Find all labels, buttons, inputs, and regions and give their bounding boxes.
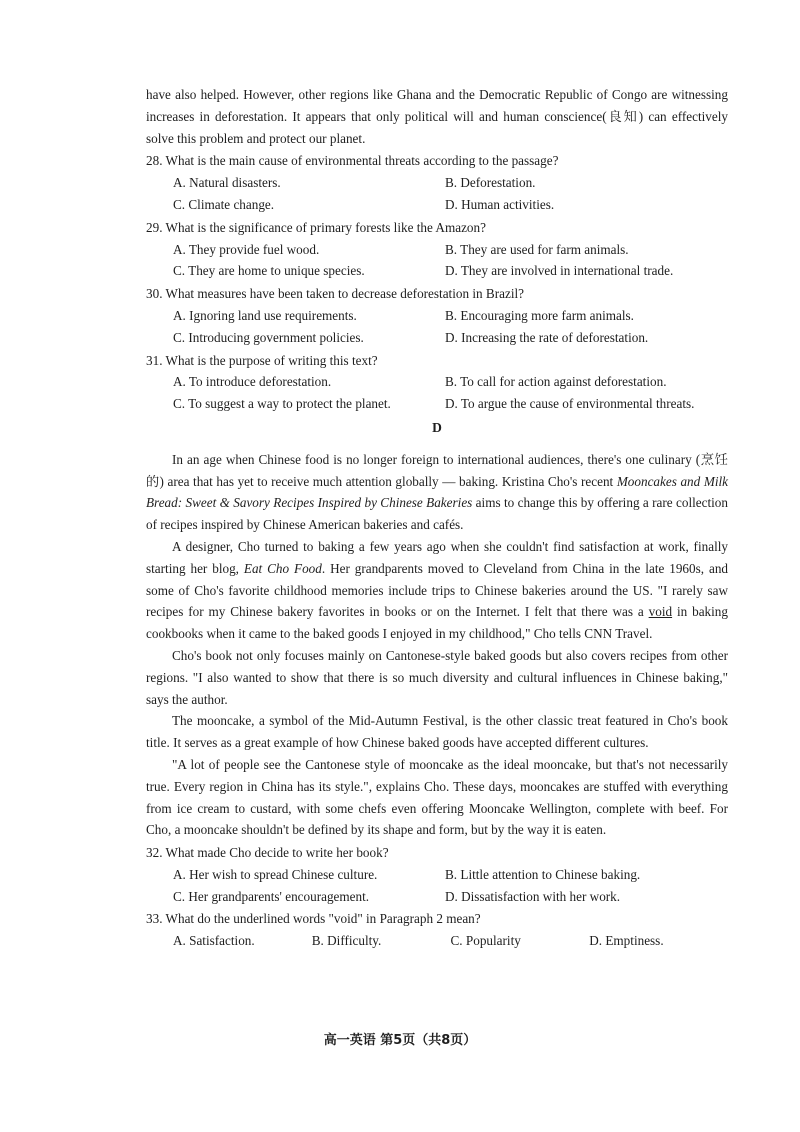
option-c: C. They are home to unique species. xyxy=(173,263,365,279)
paragraph-text: in baking cookbooks when it came to the baked goods I enjoyed in my childhood," Cho tells CNN Travel. xyxy=(146,604,728,642)
intro-paragraph: have also helped. However, other regions like Ghana and the Democratic Republic of Congo are witnessing increases in deforestation. It appears that only political will and human conscience(良知) can effectively solve this problem and protect our planet. xyxy=(146,87,728,146)
paragraph-text: . Her grandparents moved to Cleveland from China in the late 1960s, and some of Cho's favorite childhood memories include trips to Chinese bakeries around the US. "I rarely saw recipes for my Chinese bakery favorites in books or on the Internet. I felt that there was a xyxy=(146,560,729,620)
question-options xyxy=(173,864,728,908)
question-32 xyxy=(146,842,728,907)
option-b: B. Encouraging more farm animals. xyxy=(445,307,634,323)
paragraph-text: aims to change this by offering a rare collection of recipes inspired by Chinese American bakeries and cafés. xyxy=(146,495,728,533)
question-stem: 32. What made Cho decide to write her book? xyxy=(146,845,389,861)
paragraph-text: A designer, Cho turned to baking a few years ago when she couldn't find satisfaction at work, finally starting her blog, xyxy=(146,538,728,576)
page-footer: 高一英语 第5页（共8页） xyxy=(323,1033,477,1048)
question-stem: 33. What do the underlined words "void" in Paragraph 2 mean? xyxy=(146,911,481,927)
question-options xyxy=(173,172,728,216)
question-30 xyxy=(146,283,728,348)
option-b: B. They are used for farm animals. xyxy=(445,241,629,257)
question-stem: 28. What is the main cause of environmental threats according to the passage? xyxy=(146,153,559,169)
option-a: A. They provide fuel wood. xyxy=(173,241,320,257)
section-d-title: D xyxy=(432,419,442,435)
page-content xyxy=(146,84,728,952)
option-c: C. Popularity xyxy=(450,933,521,949)
question-options xyxy=(173,371,728,415)
option-a: A. Satisfaction. xyxy=(173,933,255,949)
option-b: B. To call for action against deforestation. xyxy=(445,374,667,390)
question-options xyxy=(173,239,728,283)
question-stem: 31. What is the purpose of writing this text? xyxy=(146,352,378,368)
passage-paragraph-5: "A lot of people see the Cantonese style of mooncake as the ideal mooncake, but that's not necessarily true. Every region in China has its style.", explains Cho. These days, mooncakes are stuffed with everything from ice cream to custard, with some chefs even offering Mooncake Wellington, complete with beef. For Cho, a mooncake shouldn't be defined by its shape and form, but by the way it is eaten. xyxy=(146,756,728,838)
option-a: A. Her wish to spread Chinese culture. xyxy=(173,866,378,882)
passage-paragraph-2 xyxy=(146,536,728,645)
option-d: D. Increasing the rate of deforestation. xyxy=(445,329,649,345)
option-a: A. To introduce deforestation. xyxy=(173,374,332,390)
question-stem: 30. What measures have been taken to decrease deforestation in Brazil? xyxy=(146,286,525,302)
option-a: A. Ignoring land use requirements. xyxy=(173,307,357,323)
option-d: D. Dissatisfaction with her work. xyxy=(445,888,621,904)
question-options xyxy=(173,305,728,349)
book-title: Mooncakes and Milk Bread: Sweet & Savory Recipes Inspired by Chinese Bakeries xyxy=(146,473,729,511)
option-c: C. To suggest a way to protect the planet. xyxy=(173,396,391,412)
option-d: D. They are involved in international trade. xyxy=(445,263,674,279)
question-options xyxy=(173,930,728,952)
option-a: A. Natural disasters. xyxy=(173,175,281,191)
option-c: C. Climate change. xyxy=(173,196,275,212)
question-29 xyxy=(146,217,728,282)
option-d: D. Human activities. xyxy=(445,196,555,212)
option-c: C. Introducing government policies. xyxy=(173,329,364,345)
option-d: D. Emptiness. xyxy=(589,933,664,949)
question-33 xyxy=(146,908,728,952)
option-b: B. Difficulty. xyxy=(311,933,382,949)
passage-paragraph-3: Cho's book not only focuses mainly on Cantonese-style baked goods but also covers recipes from other regions. "I also wanted to show that there is so much diversity and cultural influences in Chinese baking," says the author. xyxy=(146,647,728,707)
question-28 xyxy=(146,150,728,215)
option-d: D. To argue the cause of environmental threats. xyxy=(445,396,695,412)
blog-title: Eat Cho Food xyxy=(243,560,322,576)
option-c: C. Her grandparents' encouragement. xyxy=(173,888,370,904)
option-b: B. Deforestation. xyxy=(445,175,536,191)
passage-paragraph-1 xyxy=(146,449,728,536)
passage-paragraph-4: The mooncake, a symbol of the Mid-Autumn Festival, is the other classic treat featured in Cho's book title. It serves as a great example of how Chinese baked goods have accepted different cultures. xyxy=(146,713,728,751)
question-31 xyxy=(146,350,728,415)
underlined-word-void: void xyxy=(648,604,673,620)
paragraph-text: In an age when Chinese food is no longer foreign to international audiences, there's one culinary (烹饪的) area that has yet to receive much attention globally — baking. Kristina Cho's recent xyxy=(146,451,728,489)
question-stem: 29. What is the significance of primary forests like the Amazon? xyxy=(146,219,486,235)
option-b: B. Little attention to Chinese baking. xyxy=(445,866,641,882)
